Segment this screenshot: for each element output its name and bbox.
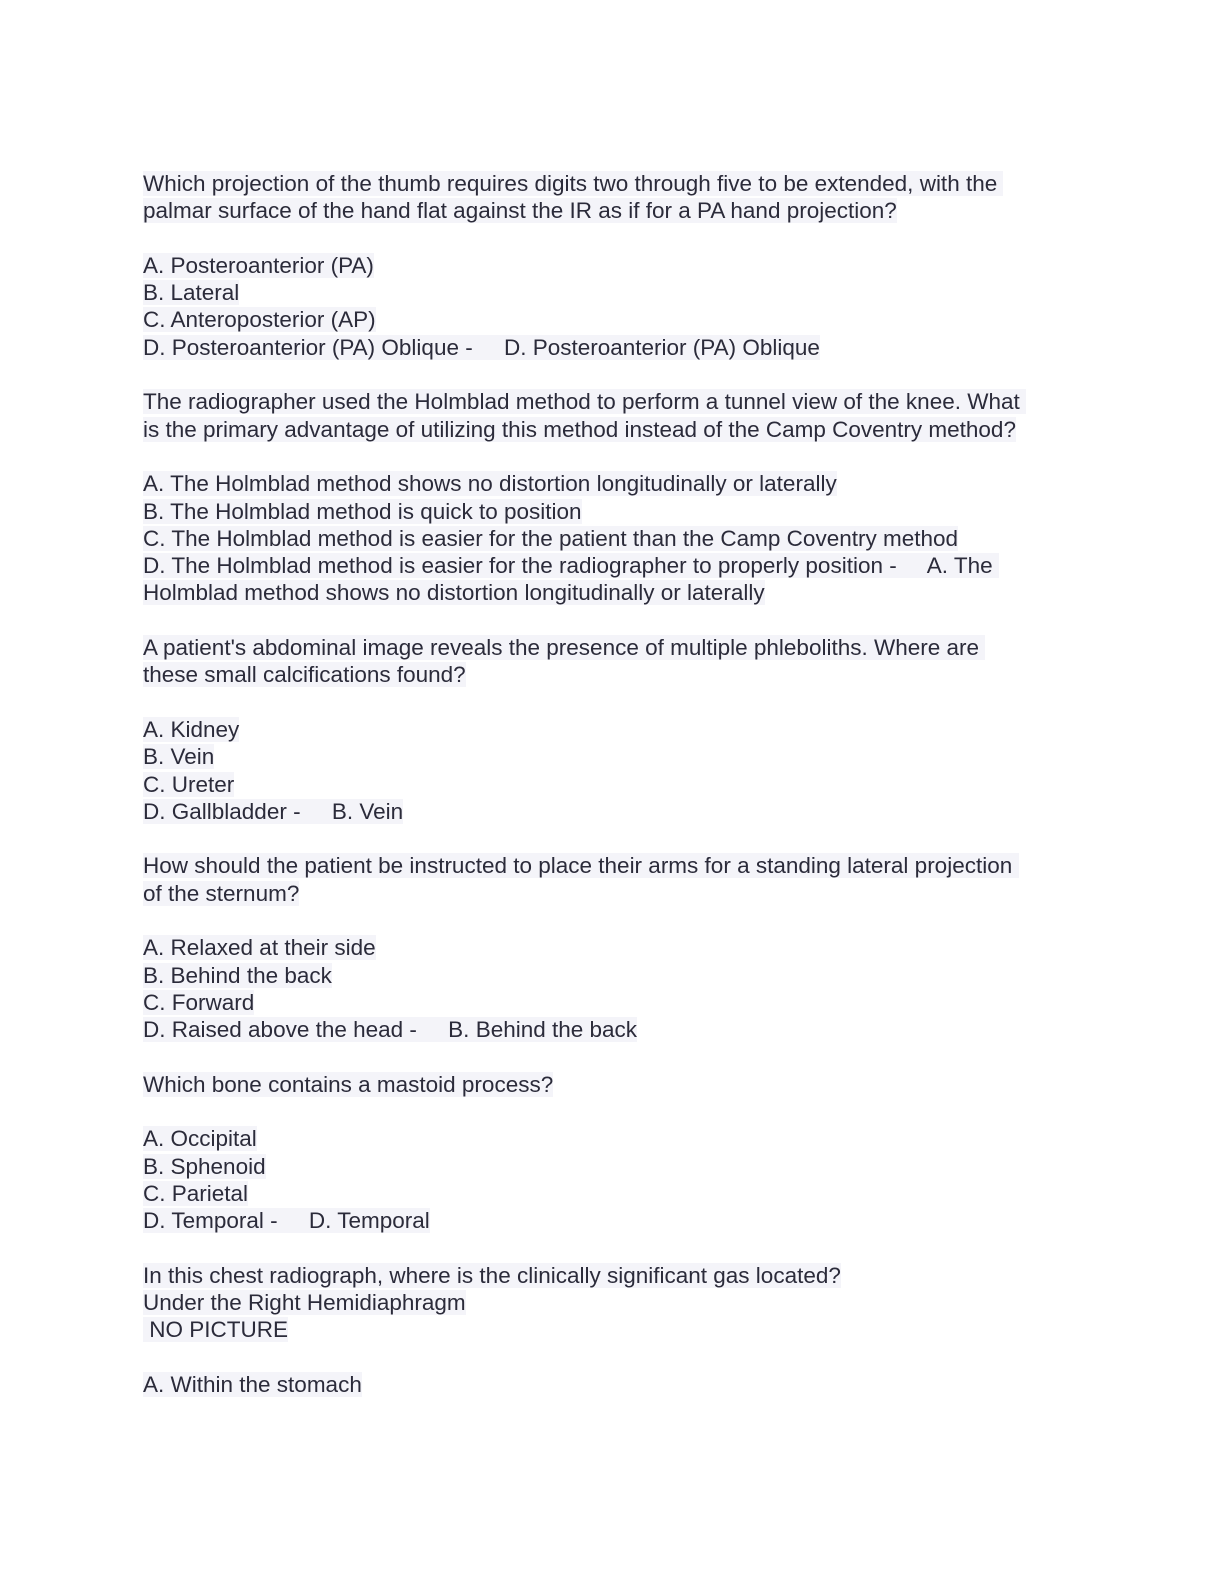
answer-option: A. Occipital xyxy=(143,1126,257,1152)
question-stem xyxy=(143,388,1083,443)
question-block xyxy=(143,1071,1083,1235)
answer-option: A. Relaxed at their side xyxy=(143,935,376,961)
question-text-line: Which projection of the thumb requires digits two through five to be extended, with the xyxy=(143,171,1004,196)
answer-option: C. Ureter xyxy=(143,771,235,797)
answer-option: A. Within the stomach xyxy=(143,1372,362,1398)
question-text-line: is the primary advantage of utilizing this method instead of the Camp Coventry method? xyxy=(143,416,1016,442)
answer-option: D. Raised above the head - B. Behind the back xyxy=(143,1017,638,1043)
answer-option: Holmblad method shows no distortion longitudinally or laterally xyxy=(143,580,765,606)
answer-option: D. Temporal - D. Temporal xyxy=(143,1208,430,1234)
answer-option: B. Sphenoid xyxy=(143,1153,266,1179)
answer-options xyxy=(143,1371,1083,1398)
question-stem xyxy=(143,170,1083,225)
question-text-line: NO PICTURE xyxy=(143,1317,289,1343)
answer-option: A. Posteroanterior (PA) xyxy=(143,252,374,278)
answer-option: C. The Holmblad method is easier for the patient than the Camp Coventry method xyxy=(143,525,959,551)
question-stem xyxy=(143,1071,1083,1098)
answer-options xyxy=(143,934,1083,1043)
answer-option: A. Kidney xyxy=(143,716,240,742)
answer-option: D. The Holmblad method is easier for the radiographer to properly position - A. The xyxy=(143,553,999,579)
answer-option: B. Lateral xyxy=(143,280,240,306)
question-text-line: Which bone contains a mastoid process? xyxy=(143,1071,554,1097)
question-text-line: of the sternum? xyxy=(143,880,300,906)
question-stem xyxy=(143,852,1083,907)
answer-option: C. Parietal xyxy=(143,1180,249,1206)
question-block xyxy=(143,634,1083,825)
answer-options xyxy=(143,716,1083,825)
question-text-line: Under the Right Hemidiaphragm xyxy=(143,1290,466,1316)
answer-option: C. Anteroposterior (AP) xyxy=(143,307,376,333)
answer-option: A. The Holmblad method shows no distortion longitudinally or laterally xyxy=(143,471,837,497)
question-stem xyxy=(143,634,1083,689)
question-block xyxy=(143,388,1083,606)
question-text-line: these small calcifications found? xyxy=(143,662,466,688)
question-block xyxy=(143,170,1083,361)
answer-option: D. Gallbladder - B. Vein xyxy=(143,798,404,824)
document-content xyxy=(143,170,1083,1398)
answer-options xyxy=(143,252,1083,361)
question-text-line: A patient's abdominal image reveals the presence of multiple phleboliths. Where are xyxy=(143,635,986,661)
answer-option: B. The Holmblad method is quick to position xyxy=(143,498,582,524)
answer-options xyxy=(143,1125,1083,1234)
answer-option: C. Forward xyxy=(143,989,255,1015)
answer-option: B. Vein xyxy=(143,744,215,770)
answer-option: B. Behind the back xyxy=(143,962,332,988)
question-text-line: In this chest radiograph, where is the clinically significant gas located? xyxy=(143,1262,841,1288)
question-text-line: How should the patient be instructed to place their arms for a standing lateral projection xyxy=(143,853,1019,879)
answer-options xyxy=(143,470,1083,606)
answer-option: D. Posteroanterior (PA) Oblique - D. Posteroanterior (PA) Oblique xyxy=(143,334,820,360)
question-text-line: The radiographer used the Holmblad method to perform a tunnel view of the knee. What xyxy=(143,389,1026,415)
question-text-line: palmar surface of the hand flat against the IR as if for a PA hand projection? xyxy=(143,198,897,224)
question-block xyxy=(143,1262,1083,1398)
question-stem xyxy=(143,1262,1083,1344)
question-block xyxy=(143,852,1083,1043)
